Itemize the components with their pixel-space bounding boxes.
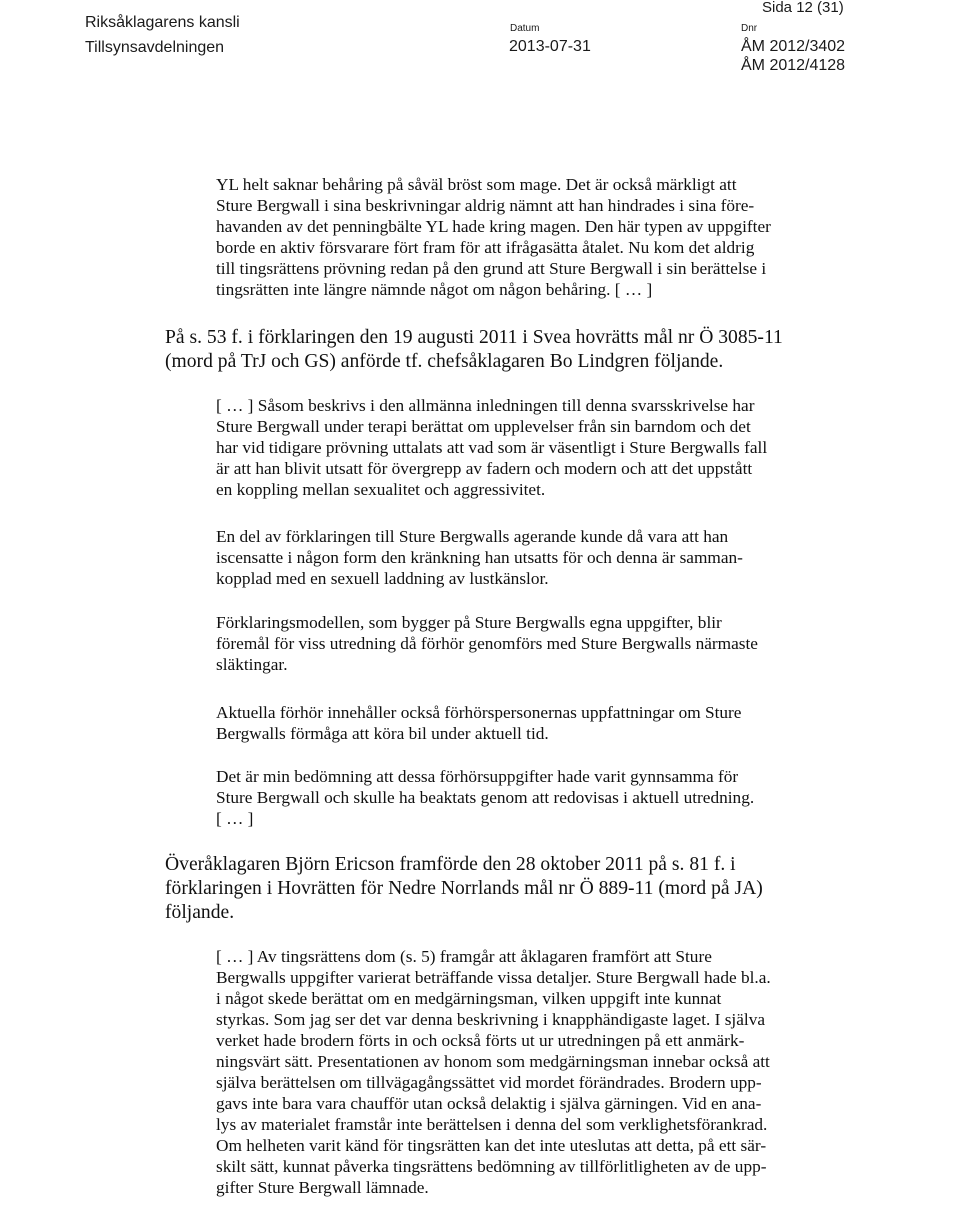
department-name: Tillsynsavdelningen: [85, 39, 225, 56]
document-header: [0, 0, 960, 80]
text-line: Överåklagaren Björn Ericson framförde den 28 oktober 2011 på s. 81 f. i: [165, 854, 736, 875]
date-label: Datum: [510, 23, 540, 34]
text-line: Sture Bergwall i sina beskrivningar aldrig nämnt att han hindrades i sina före-: [216, 196, 755, 215]
text-line: verket hade brodern förts in och också förts ut ur utredningen på ett anmärk-: [216, 1031, 745, 1050]
text-line: Det är min bedömning att dessa förhörsuppgifter hade varit gynnsamma för: [216, 767, 739, 786]
text-line: följande.: [165, 902, 235, 923]
text-line: Aktuella förhör innehåller också förhörspersonernas uppfattningar om Sture: [216, 703, 742, 722]
dnr-value-2: ÅM 2012/4128: [741, 57, 846, 74]
text-line: styrkas. Som jag ser det var denna beskrivning i knapphändigaste laget. I själva: [216, 1010, 766, 1029]
quote-paragraph: [216, 946, 916, 1198]
text-line: YL helt saknar behåring på såväl bröst som mage. Det är också märkligt att: [216, 175, 737, 194]
quote-paragraph: [216, 702, 916, 744]
body-paragraph: [165, 326, 865, 374]
text-line: borde en aktiv försvarare fört fram för att ifrågasätta åtalet. Nu kom det aldrig: [216, 238, 755, 257]
text-line: skilt sätt, kunnat påverka tingsrättens bedömning av tillförlitligheten av de upp-: [216, 1157, 767, 1176]
dnr-label: Dnr: [741, 23, 758, 34]
text-line: i något skede berättat om en medgärningsman, vilken uppgift inte kunnat: [216, 989, 722, 1008]
text-line: lys av materialet framstår inte berättelsen i denna del som verklighetsförankrad.: [216, 1115, 768, 1134]
text-line: kopplad med en sexuell laddning av lustkänslor.: [216, 569, 549, 588]
text-line: havanden av det penningbälte YL hade kring magen. Den här typen av uppgifter: [216, 217, 771, 236]
text-line: har vid tidigare prövning uttalats att vad som är väsentligt i Sture Bergwalls fall: [216, 438, 768, 457]
quote-paragraph: [216, 526, 916, 589]
text-line: [ … ]: [216, 809, 254, 828]
text-line: gavs inte bara vara chaufför utan också delaktig i själva gärningen. Vid en ana-: [216, 1094, 762, 1113]
text-line: På s. 53 f. i förklaringen den 19 augusti 2011 i Svea hovrätts mål nr Ö 3085-11: [165, 327, 783, 348]
text-line: en koppling mellan sexualitet och aggressivitet.: [216, 480, 546, 499]
text-line: Bergwalls förmåga att köra bil under aktuell tid.: [216, 724, 549, 743]
page-number: Sida 12 (31): [762, 0, 844, 16]
text-line: föremål för viss utredning då förhör genomförs med Sture Bergwalls närmaste: [216, 634, 758, 653]
text-line: ningsvärt sätt. Presentationen av honom som medgärningsman innebar också att: [216, 1052, 770, 1071]
text-line: släktingar.: [216, 655, 288, 674]
quote-paragraph: [216, 395, 916, 500]
dnr-value-1: ÅM 2012/3402: [741, 38, 846, 55]
text-line: iscensatte i någon form den kränkning han utsatts för och denna är samman-: [216, 548, 743, 567]
text-line: tingsrätten inte längre nämnde något om någon behåring. [ … ]: [216, 280, 653, 299]
text-line: [ … ] Såsom beskrivs i den allmänna inledningen till denna svarsskrivelse har: [216, 396, 755, 415]
text-line: Om helheten varit känd för tingsrätten kan det inte uteslutas att detta, på ett sär-: [216, 1136, 767, 1155]
quote-paragraph: [216, 766, 916, 829]
text-line: [ … ] Av tingsrättens dom (s. 5) framgår att åklagaren framfört att Sture: [216, 947, 712, 966]
date-value: 2013-07-31: [509, 38, 591, 55]
text-line: En del av förklaringen till Sture Bergwalls agerande kunde då vara att han: [216, 527, 729, 546]
quote-paragraph: [216, 174, 916, 300]
quote-paragraph: [216, 612, 916, 675]
text-line: Förklaringsmodellen, som bygger på Sture Bergwalls egna uppgifter, blir: [216, 613, 722, 632]
organization-name: Riksåklagarens kansli: [85, 14, 240, 31]
text-line: till tingsrättens prövning redan på den grund att Sture Bergwall i sin berättelse i: [216, 259, 767, 278]
text-line: (mord på TrJ och GS) anförde tf. chefsåklagaren Bo Lindgren följande.: [165, 351, 724, 372]
text-line: är att han blivit utsatt för övergrepp av fadern och modern och att det uppstått: [216, 459, 753, 478]
text-line: gifter Sture Bergwall lämnade.: [216, 1178, 429, 1197]
text-line: Sture Bergwall och skulle ha beaktats genom att redovisas i aktuell utredning.: [216, 788, 755, 807]
text-line: själva berättelsen om tillvägagångssättet vid mordet förändrades. Brodern upp-: [216, 1073, 762, 1092]
text-line: förklaringen i Hovrätten för Nedre Norrlands mål nr Ö 889-11 (mord på JA): [165, 878, 763, 899]
body-paragraph: [165, 853, 865, 925]
text-line: Bergwalls uppgifter varierat beträffande vissa detaljer. Sture Bergwall hade bl.a.: [216, 968, 771, 987]
text-line: Sture Bergwall under terapi berättat om upplevelser från sin barndom och det: [216, 417, 751, 436]
